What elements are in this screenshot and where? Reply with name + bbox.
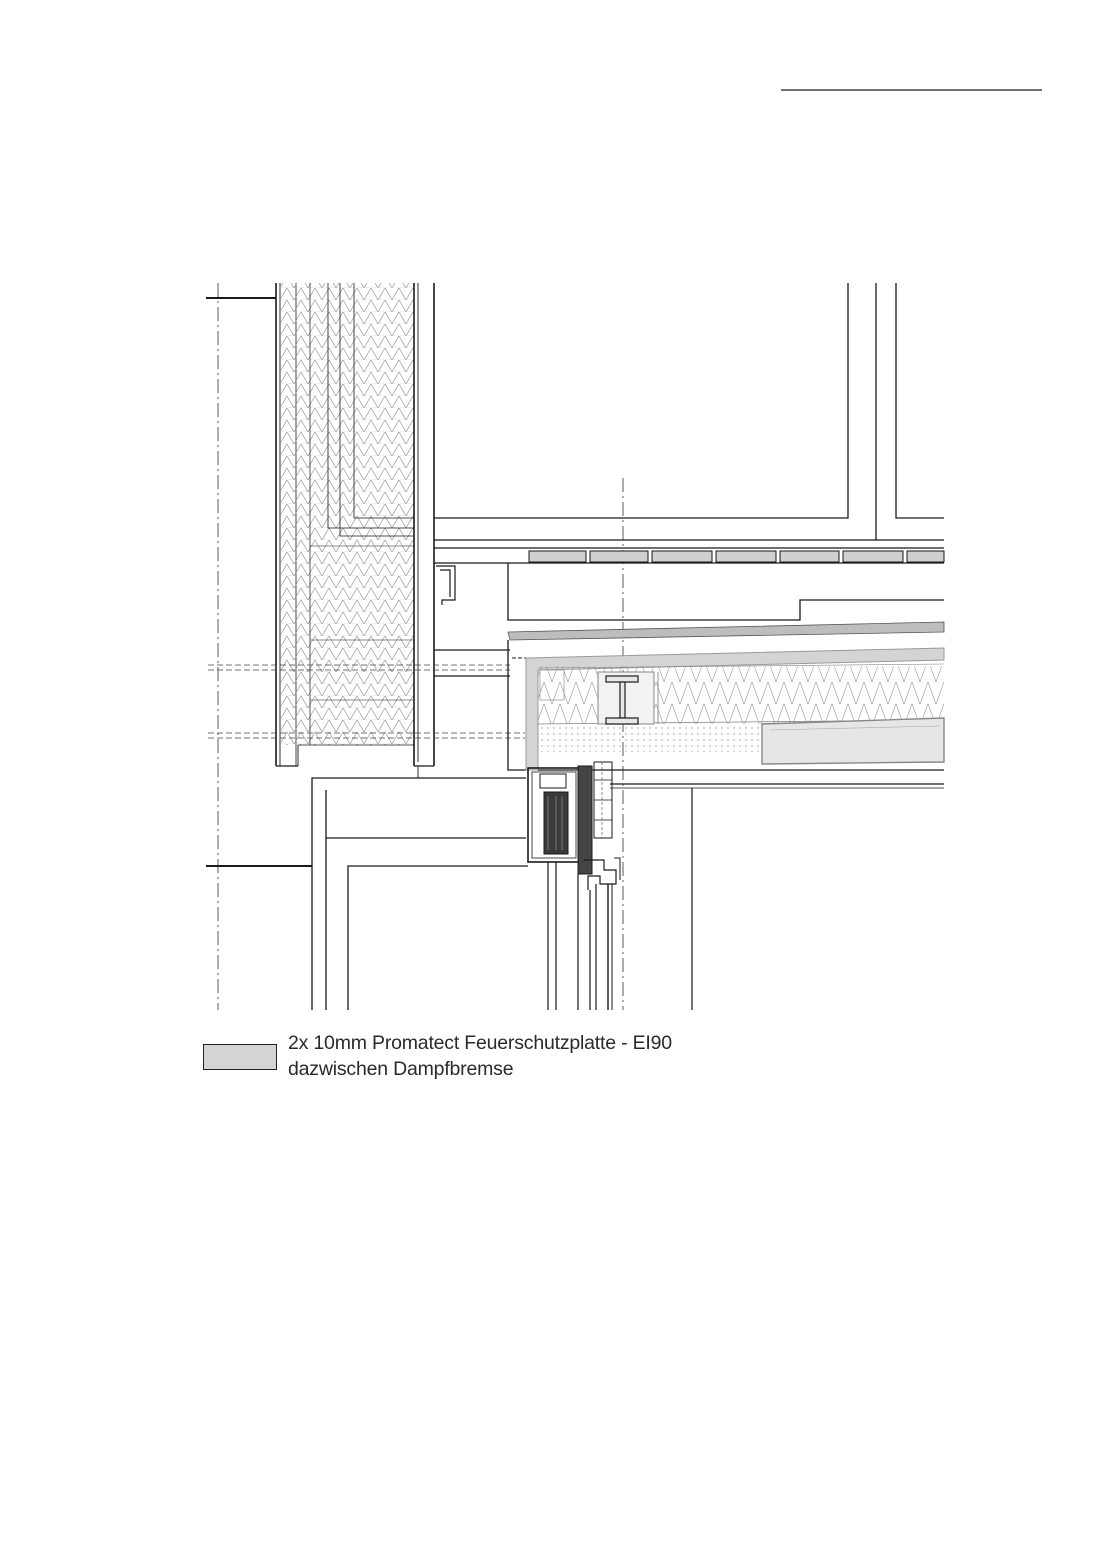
lower-column	[312, 766, 528, 1010]
wall-insulation	[281, 283, 414, 745]
exterior-wall	[276, 283, 434, 766]
legend	[203, 1030, 723, 1090]
legend-line-2: dazwischen Dampfbremse	[288, 1058, 514, 1080]
steel-beam	[598, 672, 654, 724]
legend-text	[288, 1030, 672, 1082]
window-frame-detail	[528, 762, 620, 1010]
legend-swatch-fire-board	[203, 1044, 277, 1070]
flashing-profile	[436, 566, 455, 605]
roof-slab	[508, 622, 944, 1010]
legend-line-1: 2x 10mm Promatect Feuerschutzplatte - EI90	[288, 1032, 672, 1054]
roof-structure	[434, 283, 944, 676]
roof-pavers	[529, 551, 944, 562]
